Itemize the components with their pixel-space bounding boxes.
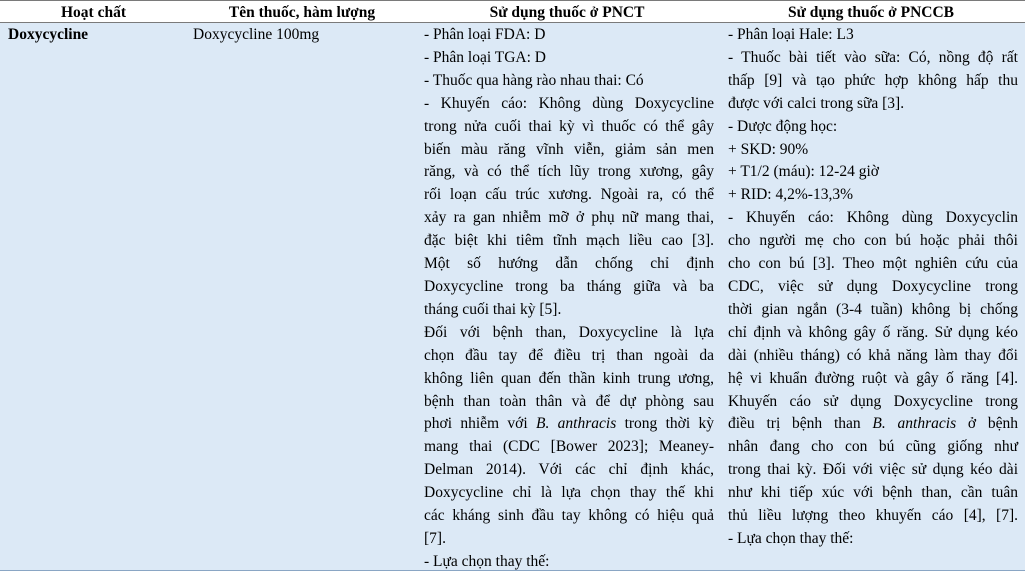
- pregnancy-line: đặc biệt khi tiêm tĩnh mạch liều cao [3].: [424, 232, 714, 250]
- pregnancy-line: - Phân loại TGA: D: [424, 48, 546, 66]
- pregnancy-line: Doxycycline trong ba tháng giữa và ba: [424, 277, 714, 295]
- pregnancy-line: Một số hướng dẫn chống chỉ định: [424, 255, 714, 273]
- cell-breastfeeding-use: [728, 24, 1018, 551]
- breastfeeding-line: + SKD: 90%: [728, 140, 809, 158]
- pregnancy-line: phơi nhiễm với B. anthracis trong thời kỳ: [424, 415, 715, 433]
- breastfeeding-line: - Dược động học:: [728, 117, 838, 135]
- header-breastfeeding-use: Sử dụng thuốc ở PNCCB: [787, 4, 955, 21]
- pregnancy-line: xảy ra gan nhiễm mỡ ở phụ nữ mang thai,: [424, 209, 714, 227]
- cell-active-ingredient: Doxycycline: [8, 26, 89, 43]
- breastfeeding-line: - Phân loại Hale: L3: [728, 26, 854, 43]
- breastfeeding-line: + RID: 4,2%-13,3%: [728, 186, 853, 204]
- header-pregnancy-use: Sử dụng thuốc ở PNCT: [489, 4, 645, 21]
- pregnancy-line: rối loạn cấu trúc xương. Ngoài ra, có thể: [424, 186, 714, 204]
- pregnancy-line: Delman 2014). Với các chỉ định khác,: [424, 461, 714, 479]
- breastfeeding-line: dài (nhiều tháng) có khả năng làm thay đổi: [728, 346, 1018, 364]
- breastfeeding-line: hệ vi khuẩn đường ruột và gây ố răng [4].: [728, 369, 1018, 387]
- breastfeeding-line: thủ liều lượng theo khuyến cáo [4], [7].: [728, 507, 1018, 525]
- pregnancy-line: chọn đầu tay để điều trị than ngoài da: [424, 346, 714, 364]
- pregnancy-line: - Khuyến cáo: Không dùng Doxycycline: [424, 94, 714, 112]
- breastfeeding-line: được với calci trong sữa [3].: [728, 94, 905, 112]
- breastfeeding-line: - Thuốc bài tiết vào sữa: Có, nồng độ rất: [728, 48, 1018, 66]
- breastfeeding-line: + T1/2 (máu): 12-24 giờ: [728, 163, 879, 181]
- breastfeeding-line: như khi tiếp xúc với bệnh than, cần tuân: [728, 484, 1018, 502]
- pregnancy-line: mang thai (CDC [Bower 2023]; Meaney-: [424, 438, 714, 456]
- breastfeeding-line: trong thai kỳ. Đối với việc sử dụng kéo dài: [728, 461, 1018, 479]
- pregnancy-line: trong nửa cuối thai kỳ vì thuốc có thể gây: [424, 117, 714, 135]
- pregnancy-line: - Lựa chọn thay thế:: [424, 552, 550, 570]
- pregnancy-line: tháng cuối thai kỳ [5].: [424, 300, 562, 318]
- pregnancy-line: răng, và có thể tích lũy trong xương, gây: [424, 163, 714, 181]
- table-row: [0, 23, 1025, 571]
- breastfeeding-line: - Lựa chọn thay thế:: [728, 529, 854, 547]
- pregnancy-line: [7].: [424, 529, 446, 547]
- cell-drug-name: Doxycycline 100mg: [193, 26, 320, 43]
- pregnancy-line: các kháng sinh đầu tay không có hiệu quả: [424, 507, 714, 525]
- breastfeeding-line: cho con bú [3]. Theo một nghiên cứu của: [728, 255, 1018, 273]
- cell-pregnancy-use: [424, 24, 714, 574]
- pregnancy-line: Đối với bệnh than, Doxycycline là lựa: [424, 323, 714, 341]
- pregnancy-line: Doxycycline chỉ là lựa chọn thay thế khi: [424, 484, 714, 502]
- header-active-ingredient: Hoạt chất: [60, 4, 126, 21]
- pregnancy-line: - Phân loại FDA: D: [424, 26, 546, 43]
- pregnancy-line: biến màu răng vĩnh viễn, giảm sản men: [424, 140, 714, 158]
- breastfeeding-line: thấp [9] và tạo phức hợp không hấp thu: [728, 71, 1018, 89]
- breastfeeding-line: cho người mẹ cho con bú hoặc phải thôi: [728, 232, 1018, 250]
- breastfeeding-line: nhân đang cho con bú cũng giống như: [728, 438, 1018, 456]
- pregnancy-line: bệnh than toàn thân và để dự phòng sau: [424, 392, 714, 410]
- breastfeeding-line: CDC, việc sử dụng Doxycycline trong: [728, 277, 1018, 295]
- pregnancy-line: - Thuốc qua hàng rào nhau thai: Có: [424, 71, 644, 89]
- breastfeeding-line: Khuyến cáo sử dụng Doxycycline trong: [728, 392, 1018, 410]
- breastfeeding-line: điều trị bệnh than B. anthracis ở bệnh: [728, 415, 1019, 433]
- header-drug-name: Tên thuốc, hàm lượng: [228, 4, 376, 21]
- breastfeeding-line: - Khuyến cáo: Không dùng Doxycyclin: [728, 209, 1018, 227]
- table-header-row: [0, 0, 1025, 23]
- breastfeeding-line: thời gian ngắn (3-4 tuần) không bị chống: [728, 300, 1018, 318]
- pregnancy-line: không liên quan đến thần kinh trung ương,: [424, 369, 714, 387]
- breastfeeding-line: chỉ định và không gây ố răng. Sử dụng kéo: [728, 323, 1018, 341]
